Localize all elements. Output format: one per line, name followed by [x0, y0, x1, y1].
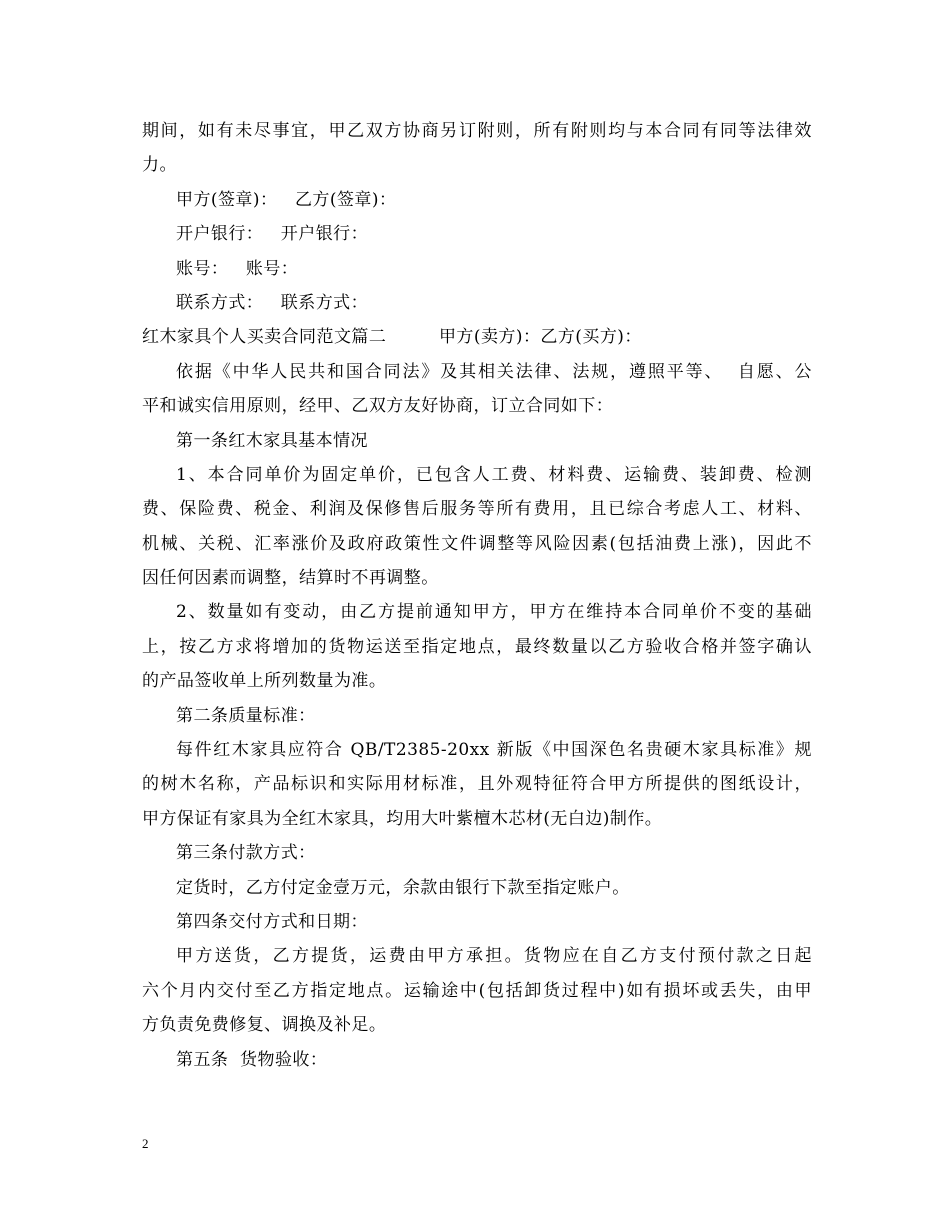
text-line: 上，按乙方求将增加的货物运送至指定地点，最终数量以乙方验收合格并签字确认	[142, 636, 812, 657]
text-line: 红木家具个人买卖合同范文篇二 甲方(卖方)：乙方(买方)：	[142, 327, 642, 348]
text-line: 联系方式： 联系方式：	[176, 292, 369, 313]
text-line: 定货时，乙方付定金壹万元，余款由银行下款至指定账户。	[176, 877, 630, 898]
text-line: 期间，如有未尽事宜，甲乙双方协商另订附则，所有附则均与本合同有同等法律效	[142, 121, 812, 141]
text-line: 账号： 账号：	[176, 258, 299, 279]
text-line: 第四条交付方式和日期：	[176, 911, 368, 932]
text-line: 费、保险费、税金、利润及保修售后服务等所有费用，且已综合考虑人工、材料、	[142, 499, 812, 520]
text-line: 第二条质量标准：	[176, 705, 316, 726]
text-line: 甲方送货，乙方提货，运费由甲方承担。货物应在自乙方支付预付款之日起	[176, 946, 812, 967]
text-line: 六个月内交付至乙方指定地点。运输途中(包括卸货过程中)如有损坏或丢失，由甲	[142, 980, 812, 1001]
text-line: 的树木名称，产品标识和实际用材标准，且外观特征符合甲方所提供的图纸设计，	[142, 774, 812, 795]
text-line: 开户银行： 开户银行：	[176, 224, 369, 245]
text-line: 方负责免费修复、调换及补足。	[142, 1015, 387, 1036]
text-line: 依据《中华人民共和国合同法》及其相关法律、法规，遵照平等、 自愿、公	[176, 361, 812, 382]
text-line: 第一条红木家具基本情况	[176, 430, 368, 451]
text-line: 力。	[142, 155, 177, 176]
text-line: 机械、关税、汇率涨价及政府政策性文件调整等风险因素(包括油费上涨)，因此不	[142, 533, 812, 554]
text-line: 甲方(签章)： 乙方(签章)：	[176, 189, 397, 210]
text-line: 第五条 货物验收：	[176, 1049, 328, 1070]
text-line: 甲方保证有家具为全红木家具，均用大叶紫檀木芯材(无白边)制作。	[142, 808, 663, 829]
text-line: 每件红木家具应符合 QB/T2385-20xx 新版《中国深色名贵硬木家具标准》规	[176, 740, 812, 761]
text-line: 平和诚实信用原则，经甲、乙双方友好协商，订立合同如下：	[142, 396, 614, 417]
text-line: 2、数量如有变动，由乙方提前通知甲方，甲方在维持本合同单价不变的基础	[176, 602, 812, 623]
document-body	[142, 114, 812, 1077]
page-number: 2	[142, 1136, 149, 1151]
text-line: 1、本合同单价为固定单价，已包含人工费、材料费、运输费、装卸费、检测	[176, 464, 812, 485]
text-line: 因任何因素而调整，结算时不再调整。	[142, 568, 439, 589]
text-line: 的产品签收单上所列数量为准。	[142, 671, 387, 692]
text-line: 第三条付款方式：	[176, 843, 316, 864]
